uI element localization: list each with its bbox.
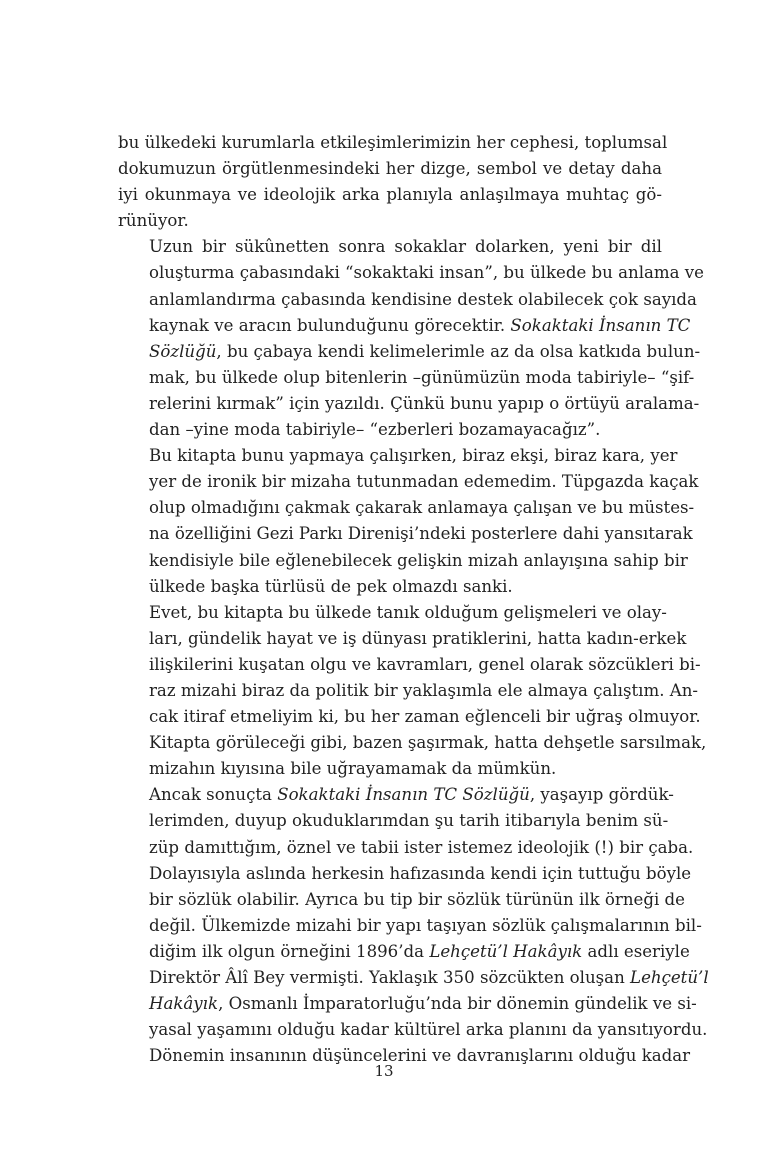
text-line: ülkede başka türlüsü de pek olmazdı sanki. [149,576,513,596]
text-line: Dolayısıyla aslında herkesin hafızasında kendi için tuttuğu böyle [149,863,692,883]
paragraph [118,234,704,443]
text-line: relerini kırmak” için yazıldı. Çünkü bunu yapıp o örtüyü aralama- [149,393,700,413]
text-line: na özelliğini Gezi Parkı Direnişi’ndeki posterlere dahi yansıtarak [149,524,693,544]
text-line: mak, bu ülkede olup bitenlerin –günümüzün moda tabiriyle– “şif- [149,367,695,387]
text-line: anlamlandırma çabasında kendisine destek olabilecek çok sayıda [149,289,697,309]
text-line: ilişkilerini kuşatan olgu ve kavramları, genel olarak sözcükleri bi- [149,654,701,674]
text-line: yasal yaşamını olduğu kadar kültürel arka planını da yansıtıyordu. [149,1020,708,1040]
text-line: bu ülkedeki kurumlarla etkileşimlerimizin her cephesi, toplumsal [118,133,668,152]
text-line: Uzun bir sükûnetten sonra sokaklar dolarken, yeni bir dil [149,237,662,257]
text-line: rünüyor. [118,211,189,231]
text-line: iyi okunmaya ve ideolojik arka planıyla anlaşılmaya muhtaç gö- [118,185,662,205]
text-line: cak itiraf etmeliyim ki, bu her zaman eğlenceli bir uğraş olmuyor. [149,707,701,727]
text-line: züp damıttığım, öznel ve tabii ister istemez ideolojik (!) bir çaba. [149,837,694,857]
text-line: Hakâyık, Osmanlı İmparatorluğu’nda bir dönemin gündelik ve si- [149,994,697,1014]
text-line: ları, gündelik hayat ve iş dünyası pratiklerini, hatta kadın-erkek [149,628,687,648]
text-line: mizahın kıyısına bile uğrayamamak da mümkün. [149,759,557,779]
text-line: dan –yine moda tabiriyle– “ezberleri bozamayacağız”. [149,420,601,440]
paragraph [118,600,707,783]
text-line: Ancak sonuçta Sokaktaki İnsanın TC Sözlüğü, yaşayıp gördük- [149,785,674,805]
text-line: kaynak ve aracın bulunduğunu görecektir. Sokaktaki İnsanın TC [149,315,691,335]
text-line: Dönemin insanının düşüncelerini ve davranışlarını olduğu kadar [149,1046,691,1066]
text-line: değil. Ülkemizde mizahi bir yapı taşıyan sözlük çalışmalarının bil- [149,915,702,935]
paragraph [118,443,699,600]
text-line: yer de ironik bir mizaha tutunmadan edemedim. Tüpgazda kaçak [149,472,699,492]
paragraph [118,782,709,1069]
text-line: lerimden, duyup okuduklarımdan şu tarih itibarıyla benim sü- [149,811,669,831]
text-line: oluşturma çabasındaki “sokaktaki insan”, bu ülkede bu anlama ve [149,263,704,283]
text-line: Kitapta görüleceği gibi, bazen şaşırmak, hatta dehşetle sarsılmak, [149,733,707,753]
text-line: bir sözlük olabilir. Ayrıca bu tip bir sözlük türünün ilk örneği de [149,889,685,909]
text-line: dokumuzun örgütlenmesindeki her dizge, sembol ve detay daha [118,159,662,179]
page-number: 13 [374,1062,394,1080]
text-line: diğim ilk olgun örneğini 1896’da Lehçetü’l Hakâyık adlı eseriyle [149,941,690,961]
text-line: raz mizahi biraz da politik bir yaklaşımla ele almaya çalıştım. An- [149,680,699,700]
text-line: Direktör Âlî Bey vermişti. Yaklaşık 350 sözcükten oluşan Lehçetü’l [149,968,709,987]
text-line: Sözlüğü, bu çabaya kendi kelimelerimle az da olsa katkıda bulun- [149,341,701,361]
text-line: Evet, bu kitapta bu ülkede tanık olduğum gelişmeleri ve olay- [149,602,667,622]
paragraph [118,130,668,234]
page-body [118,130,709,1069]
text-line: olup olmadığını çakmak çakarak anlamaya çalışan ve bu müstes- [149,498,695,518]
text-line: Bu kitapta bunu yapmaya çalışırken, biraz ekşi, biraz kara, yer [149,446,678,466]
text-line: kendisiyle bile eğlenebilecek gelişkin mizah anlayışına sahip bir [149,550,688,570]
